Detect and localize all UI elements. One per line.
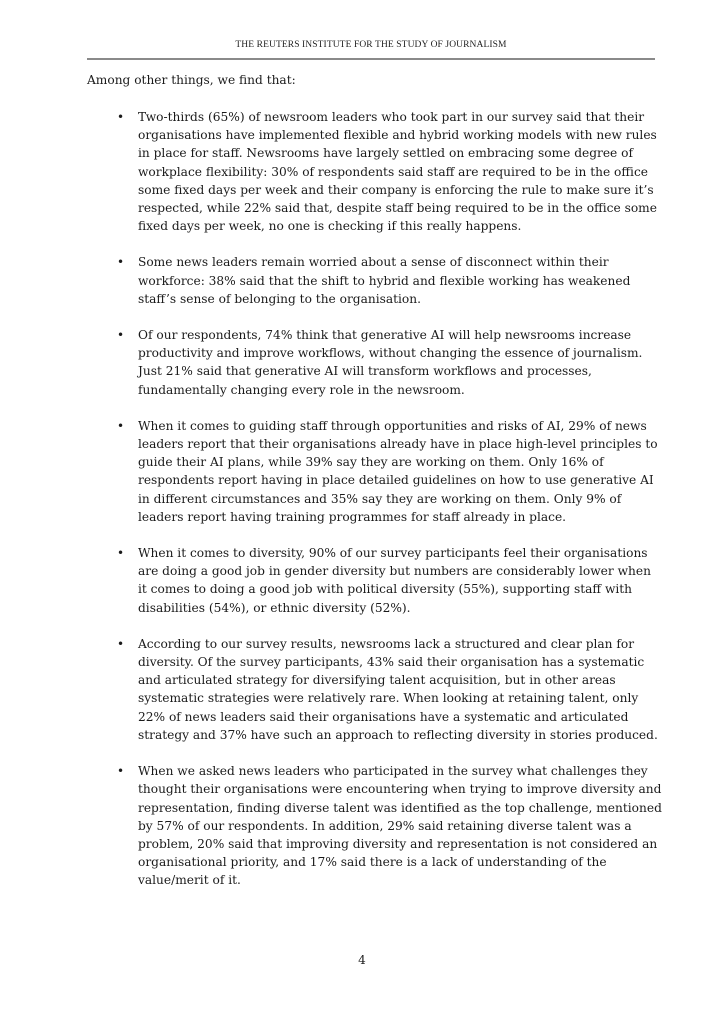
finding-text: When we asked news leaders who participated in the survey what challenges they thought their organisations were encountering when trying to improve diversity and representation, finding diverse talent was identified as the top challenge, mentioned by 57% of our respondents. In addition, 29% said retaining diverse talent was a problem, 20% said that improving diversity and representation is not considered an organisational priority, and 17% said there is a lack of understanding of the value/merit of it.	[138, 764, 662, 888]
finding-text: When it comes to diversity, 90% of our survey participants feel their organisations are doing a good job in gender diversity but numbers are considerably lower when it comes to doing a good job with political diversity (55%), supporting staff with disabilities (54%), or ethnic diversity (52%).	[138, 546, 651, 615]
bullet-icon: •	[117, 636, 125, 651]
finding-item	[117, 108, 662, 235]
finding-text: According to our survey results, newsrooms lack a structured and clear plan for diversity. Of the survey participants, 43% said their organisation has a systematic and articulated strategy for diversifying talent acquisition, but in other areas systematic strategies were relatively rare. When looking at retaining talent, only 22% of news leaders said their organisations have a systematic and articulated strategy and 37% have such an approach to reflecting diversity in stories produced.	[138, 636, 658, 742]
bullet-icon: •	[117, 764, 125, 779]
finding-item	[117, 326, 662, 399]
finding-item	[117, 417, 662, 526]
bullet-icon: •	[117, 418, 125, 433]
finding-item	[117, 544, 662, 617]
bullet-icon: •	[117, 110, 125, 124]
finding-text: Two-thirds (65%) of newsroom leaders who took part in our survey said that their organisations have implemented flexible and hybrid working models with new rules in place for staff. Newsrooms have largely settled on embracing some degree of workplace flexibility: 30% of respondents said staff are required to be in the office some fixed days per week and their company is enforcing the rule to make sure it’s respected, while 22% said that, despite staff being required to be in the office some fixed days per week, no one is checking if this really happens.	[138, 110, 657, 234]
finding-item	[117, 762, 662, 889]
finding-item	[117, 253, 662, 308]
finding-text: Some news leaders remain worried about a sense of disconnect within their workforce: 38% said that the shift to hybrid and flexible working has weakened staff’s sense of belonging to the organisation.	[138, 255, 631, 306]
running-header: THE REUTERS INSTITUTE FOR THE STUDY OF JOURNALISM	[235, 40, 507, 50]
findings-list	[117, 108, 662, 890]
finding-text: Of our respondents, 74% think that generative AI will help newsrooms increase productivity and improve workflows, without changing the essence of journalism. Just 21% said that generative AI will transform workflows and processes, fundamentally changing every role in the newsroom.	[138, 328, 643, 397]
finding-text: When it comes to guiding staff through opportunities and risks of AI, 29% of news leaders report that their organisations already have in place high-level principles to guide their AI plans, while 39% say they are working on them. Only 16% of respondents report having in place detailed guidelines on how to use generative AI in different circumstances and 35% say they are working on them. Only 9% of leaders report having training programmes for staff already in place.	[138, 418, 658, 524]
header-divider	[87, 58, 655, 60]
intro-text: Among other things, we find that:	[87, 73, 296, 87]
finding-item	[117, 635, 662, 744]
bullet-icon: •	[117, 255, 125, 270]
bullet-icon: •	[117, 328, 125, 343]
bullet-icon: •	[117, 546, 125, 561]
page-number: 4	[358, 953, 366, 967]
